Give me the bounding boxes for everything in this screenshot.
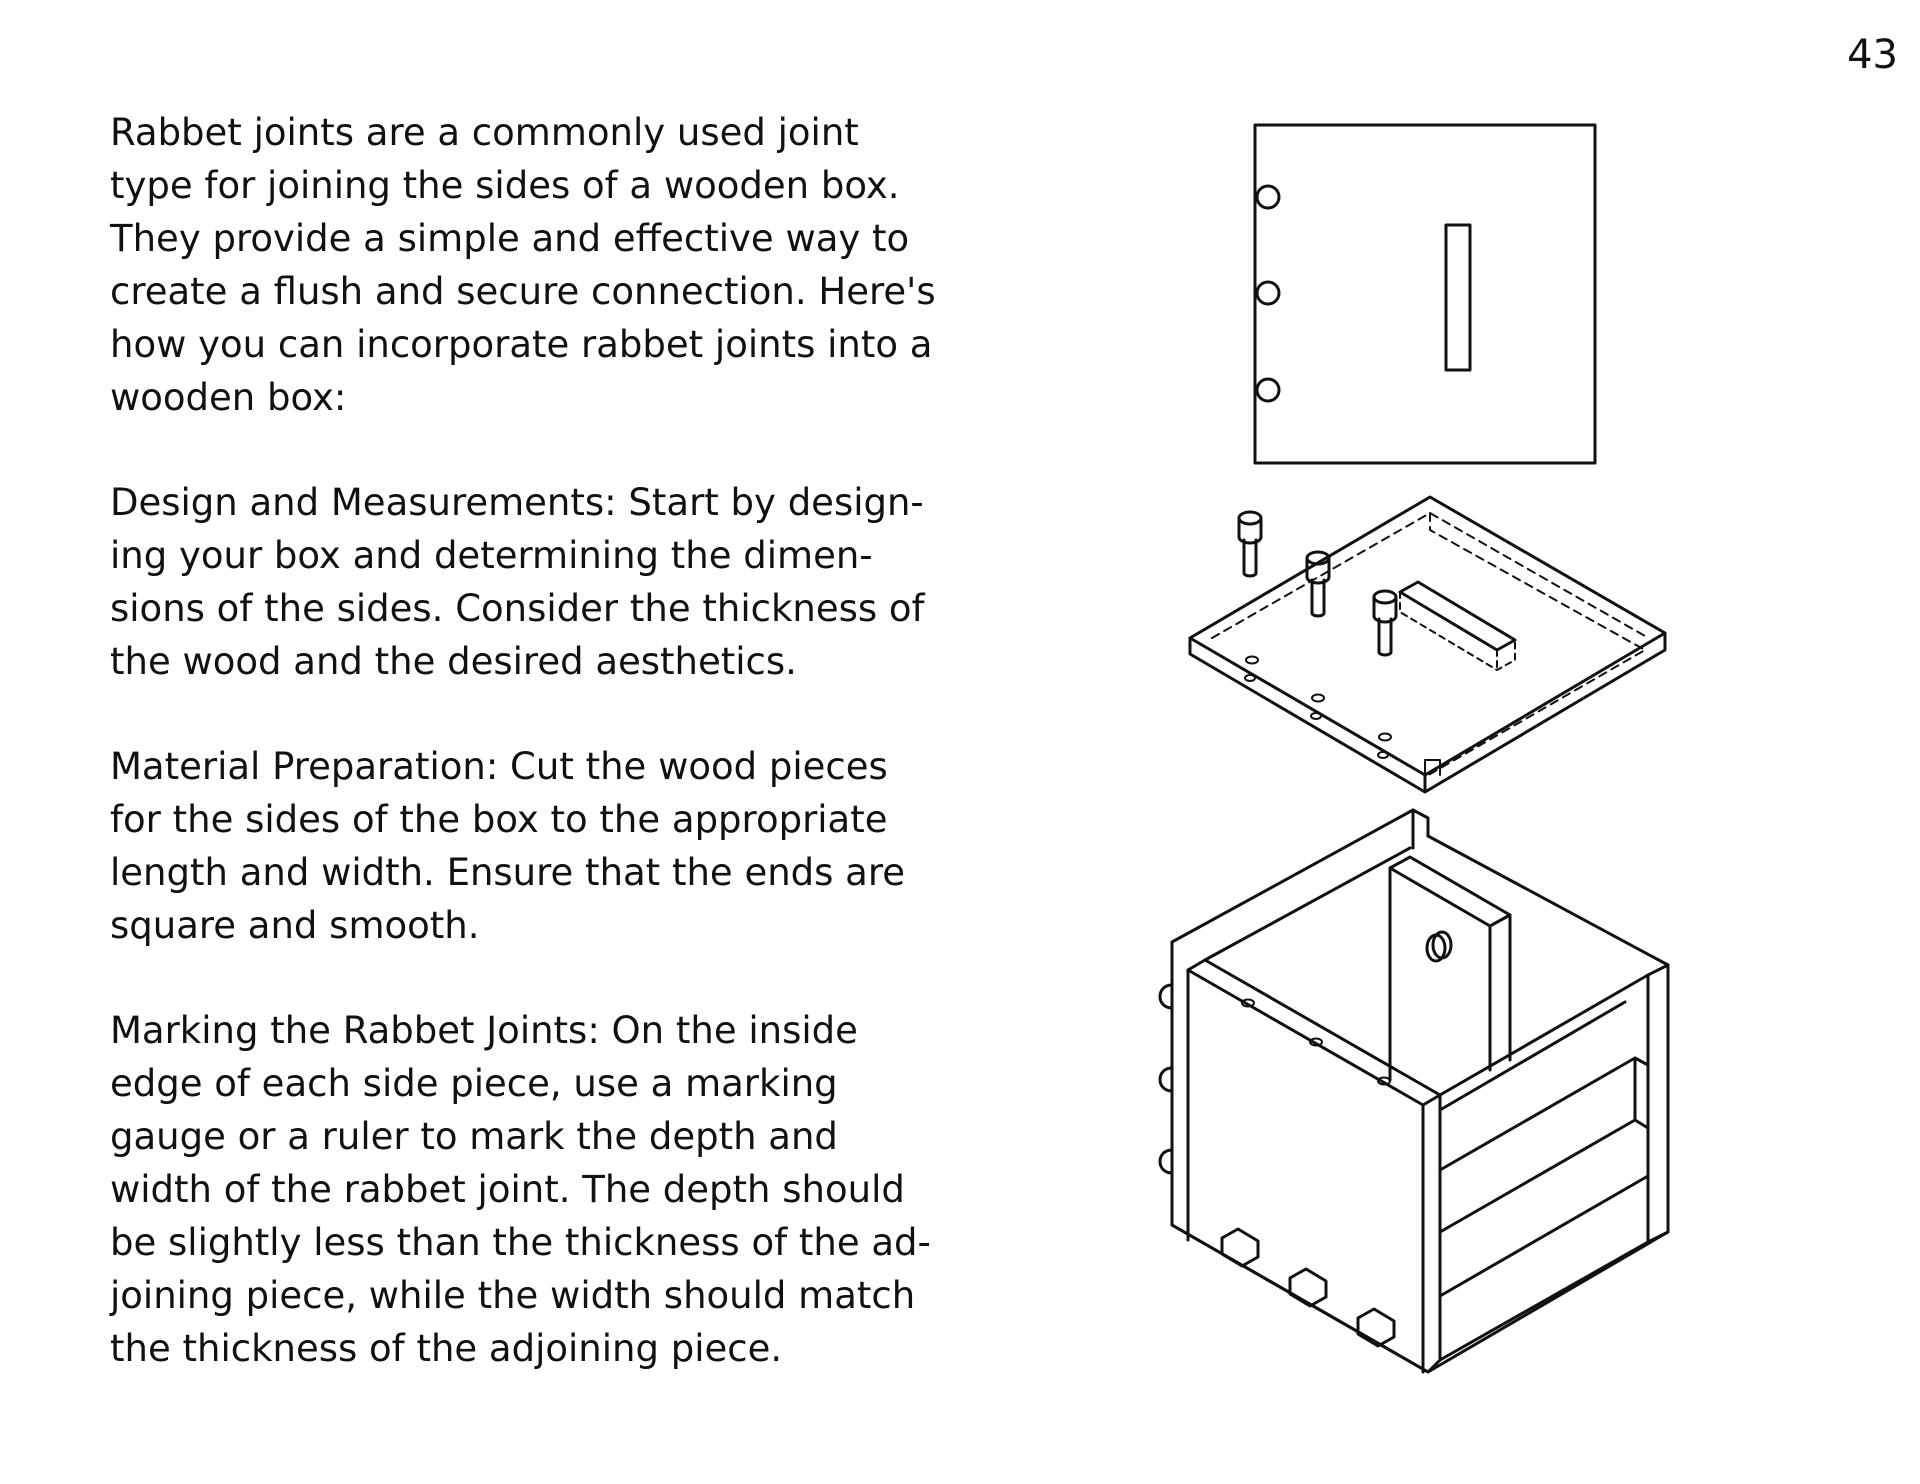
marking-paragraph: Marking the Rabbet Joints: On the inside edge of each side piece, use a marking gauge or a ruler to mark the depth and width of the rabbet joint. The depth should be slightly less than the thickness of the ad- joining piece, while the width should match the thickness of the adjoining piece.: [110, 1009, 931, 1370]
body-text: [110, 106, 1010, 1427]
page-number: 43: [1847, 32, 1898, 78]
lid-isometric: [1190, 497, 1665, 792]
dowel: [1239, 512, 1261, 576]
design-paragraph: Design and Measurements: Start by design- ing your box and determining the dimen- sions of the sides. Consider the thickness of the wood and the desired aesthetics.: [110, 481, 925, 683]
intro-paragraph: Rabbet joints are a commonly used joint type for joining the sides of a wooden box. They provide a simple and effective way to create a flush and secure connection. Here's how you can incorporate rabbet joints into a wooden box:: [110, 111, 936, 419]
dowel: [1374, 591, 1396, 655]
material-paragraph: Material Preparation: Cut the wood pieces for the sides of the box to the appropriate length and width. Ensure that the ends are square and smooth.: [110, 745, 906, 947]
box-body: [1160, 810, 1668, 1372]
rabbet-joint-box-illustration: [1140, 100, 1700, 1390]
lid-top-view: [1255, 125, 1595, 463]
